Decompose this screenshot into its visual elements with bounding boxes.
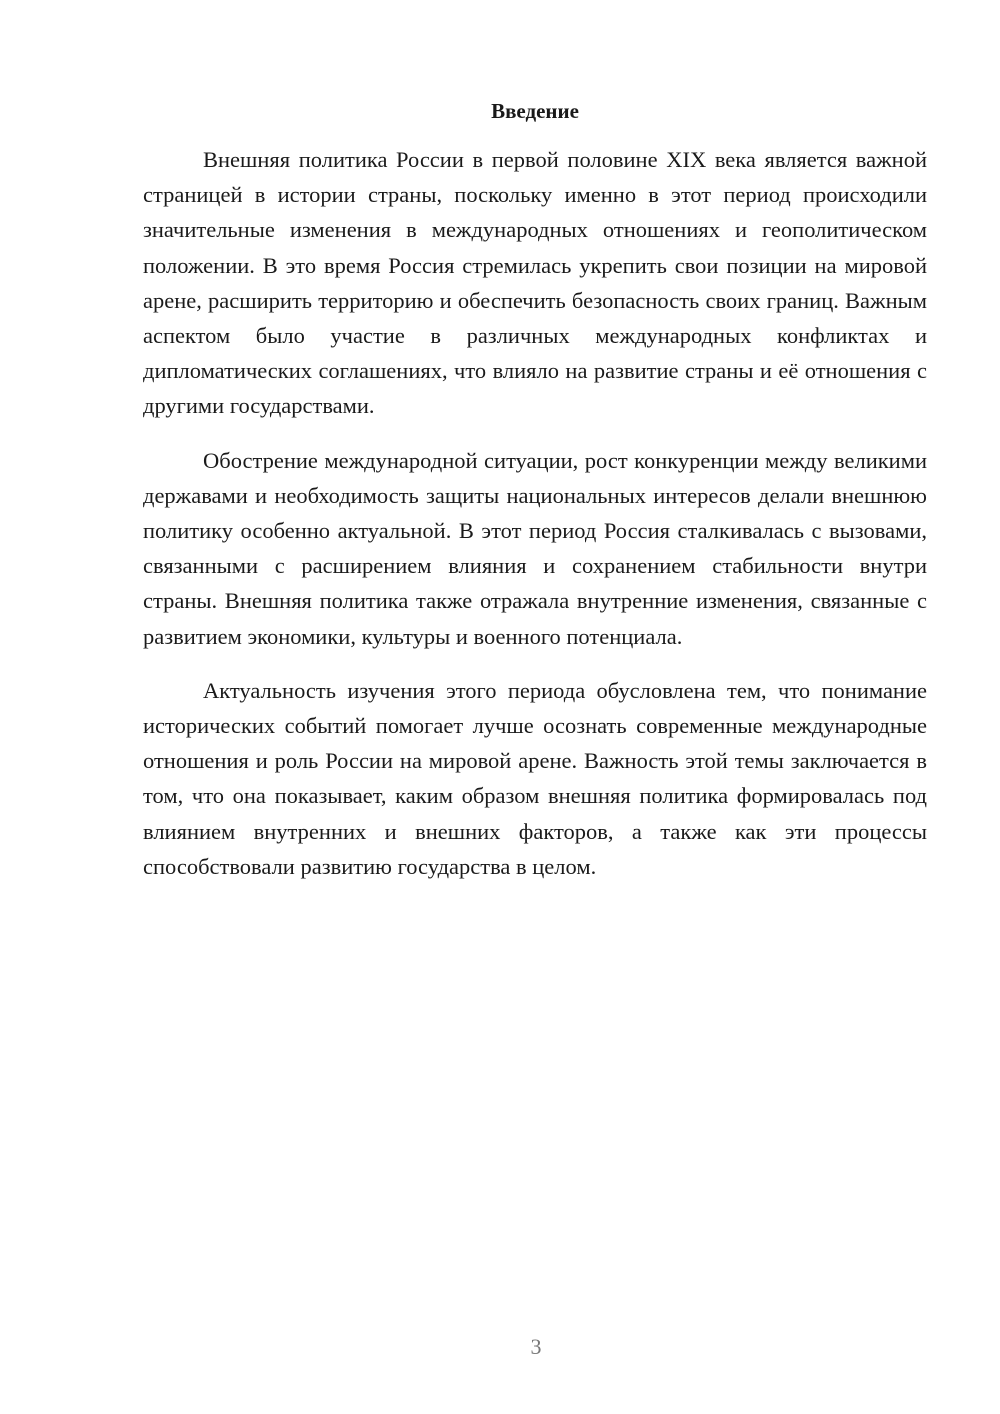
page-number: 3	[530, 1334, 542, 1359]
document-body	[143, 142, 927, 884]
paragraph: Актуальность изучения этого периода обусловлена тем, что понимание исторических событий помогает лучше осознать современные международные отношения и роль России на мировой арене. Важность этой темы заключается в том, что она показывает, каким образом внешняя политика формировалась под влиянием внутренних и внешних факторов, а также как эти процессы способствовали развитию государства в целом.	[143, 677, 927, 879]
paragraph: Внешняя политика России в первой половине XIX века является важной страницей в истории страны, поскольку именно в этот период происходили значительные изменения в международных отношениях и геополитическом положении. В это время Россия стремилась укрепить свои позиции на мировой арене, расширить территорию и обеспечить безопасность своих границ. Важным аспектом было участие в различных международных конфликтах и дипломатических соглашениях, что влияло на развитие страны и её отношения с другими государствами.	[143, 147, 927, 419]
section-heading: Введение	[491, 99, 579, 123]
paragraph: Обострение международной ситуации, рост конкуренции между великими державами и необходимость защиты национальных интересов делали внешнюю политику особенно актуальной. В этот период Россия сталкивалась с вызовами, связанными с расширением влияния и сохранением стабильности внутри страны. Внешняя политика также отражала внутренние изменения, связанные с развитием экономики, культуры и военного потенциала.	[143, 447, 927, 649]
